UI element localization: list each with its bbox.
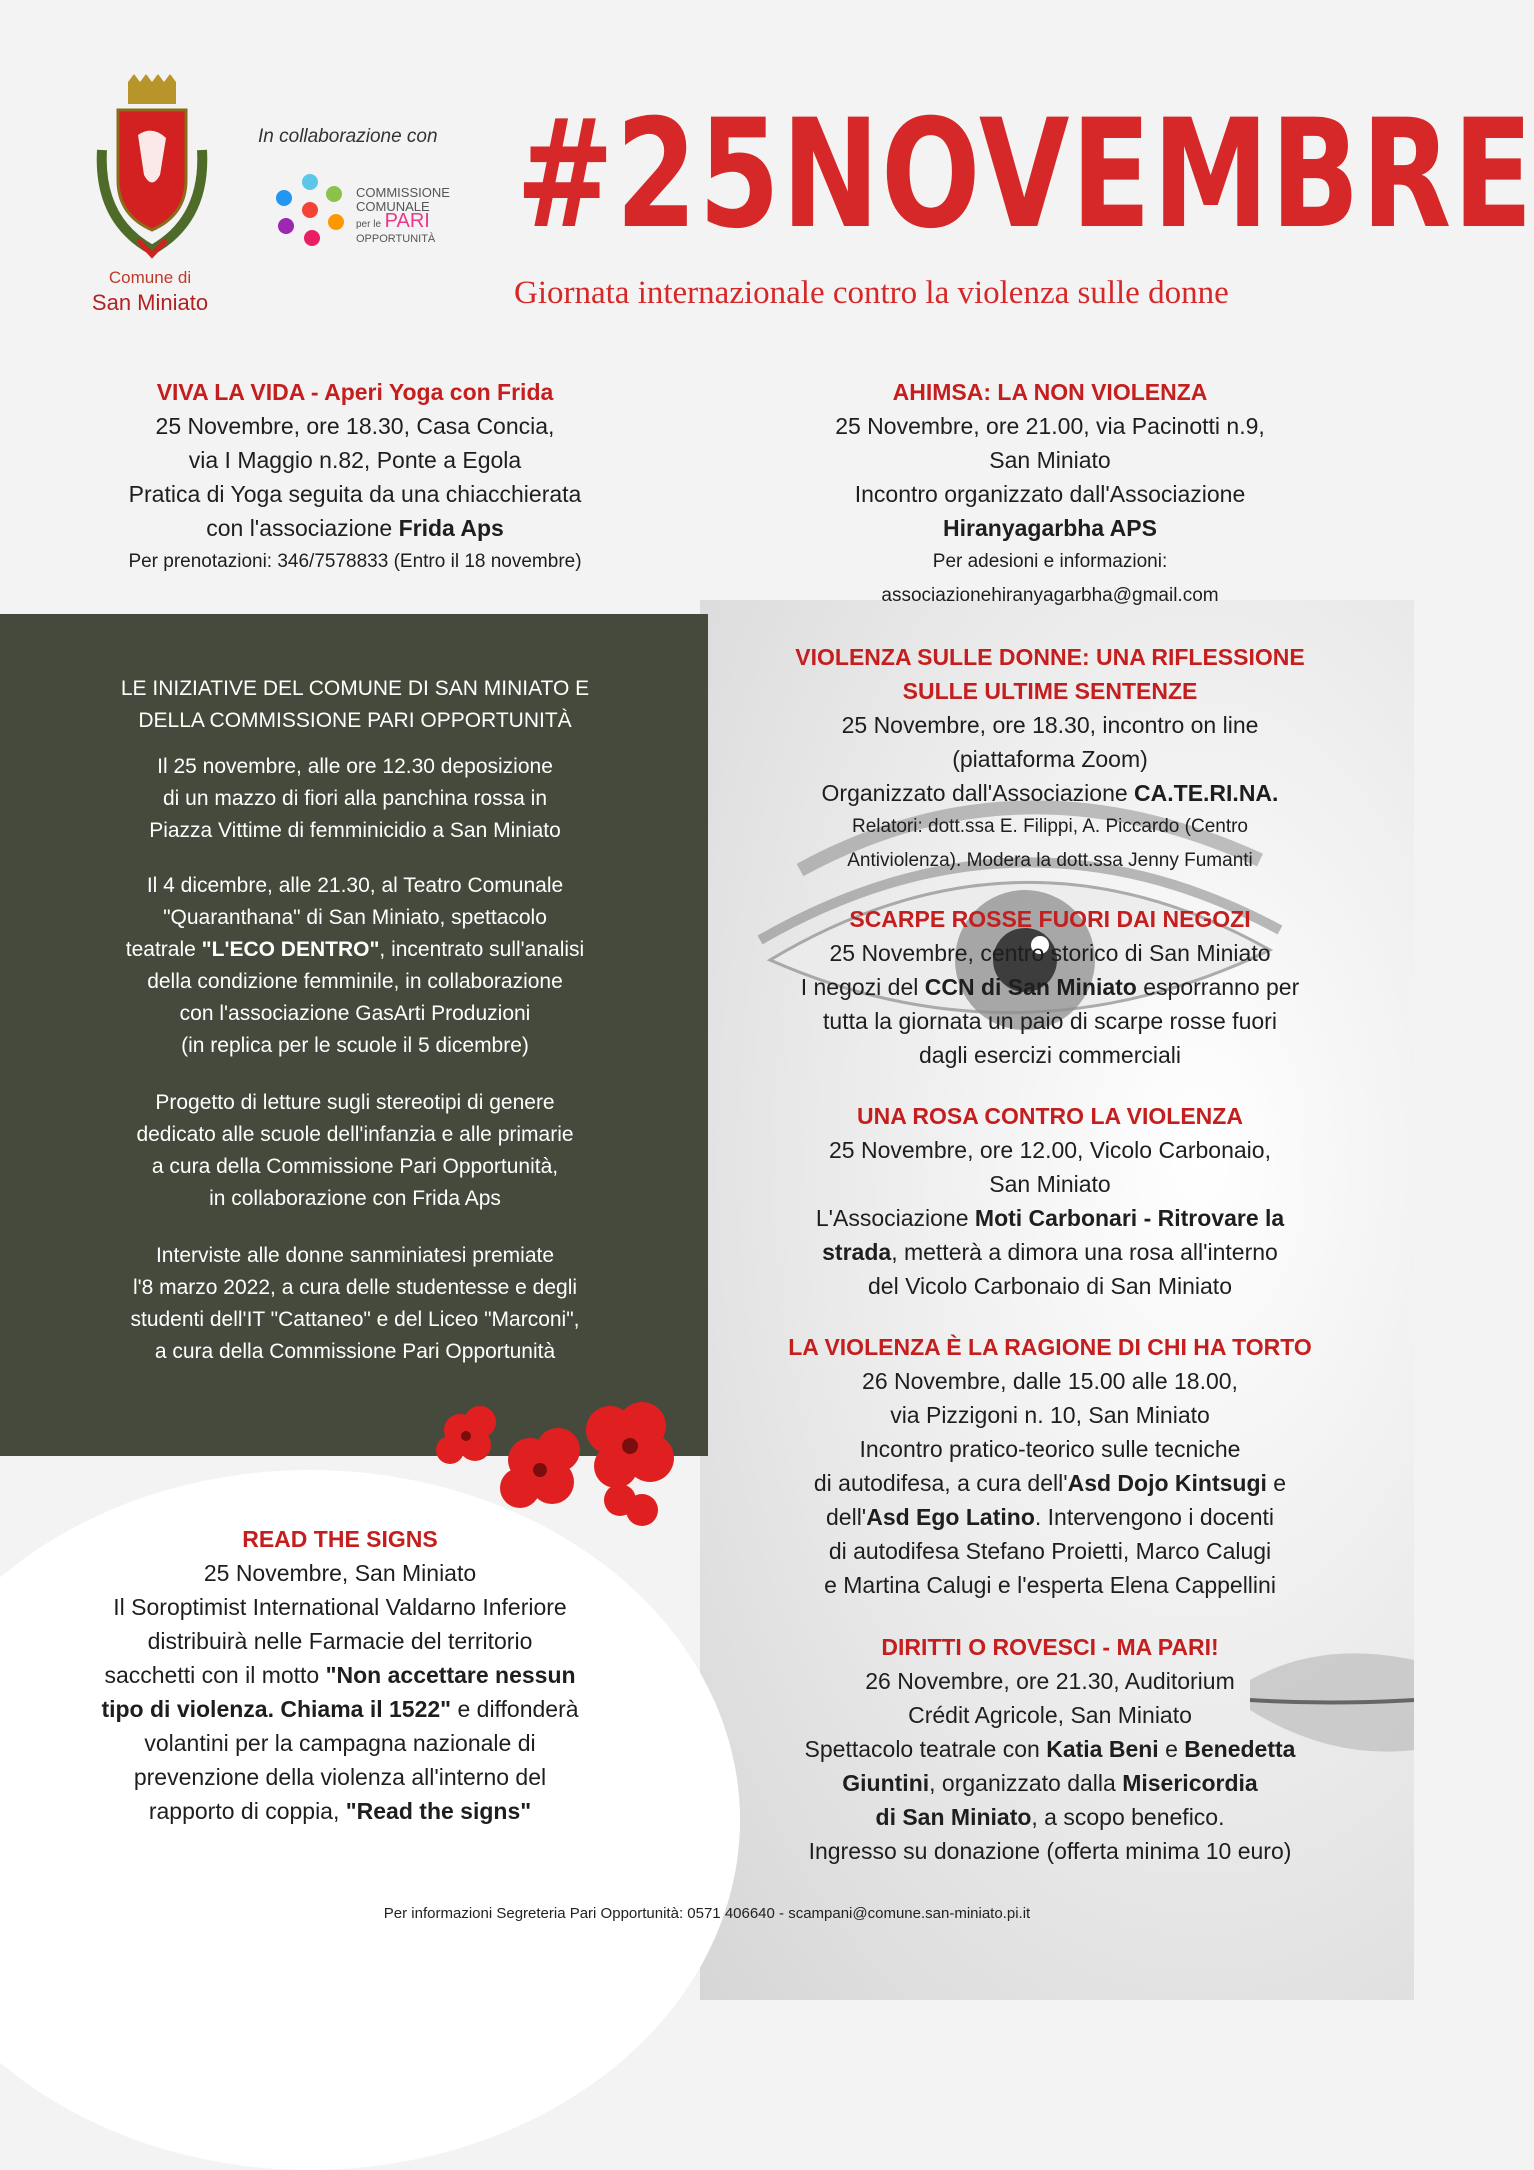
footer-info: Per informazioni Segreteria Pari Opportunità: 0571 406640 - scampani@comune.san-miniato.pi.it [383, 1905, 1031, 1922]
comune-di-label: Comune di [108, 268, 192, 287]
cpo-logo-icon [270, 170, 350, 250]
initiative-interviews: Interviste alle donne sanminiatesi premiate l'8 marzo 2022, a cura delle studentesse e degli studenti dell'IT "Cattaneo" e del Liceo "Marconi", a cura della Commissione Pari Opportunità [130, 1244, 580, 1363]
initiative-theatre: Il 4 dicembre, alle 21.30, al Teatro Comunale "Quaranthana" di San Miniato, spettacolo teatrale "L'ECO DENTRO", incentrato sull'analisi della condizione femminile, in collaborazione con l'associazione GasArti Produzioni (in replica per le scuole il 5 dicembre) [125, 874, 585, 1057]
event-rosa: UNA ROSA CONTRO LA VIOLENZA 25 Novembre, ore 12.00, Vicolo Carbonaio, San Miniato L'Associazione Moti Carbonari - Ritrovare la strada, metterà a dimora una rosa all'interno del Vicolo Carbonaio di San Miniato [815, 1103, 1285, 1299]
event-diritti-rovesci: DIRITTI O ROVESCI - MA PARI! 26 Novembre, ore 21.30, Auditorium Crédit Agricole, San Miniato Spettacolo teatrale con Katia Beni e Benedetta Giuntini, organizzato dalla Misericordia di San Miniato, a scopo benefico. Ingresso su donazione (offerta minima 10 euro) [804, 1634, 1296, 1864]
event-read-the-signs: READ THE SIGNS 25 Novembre, San Miniato Il Soroptimist International Valdarno Inferiore distribuirà nelle Farmacie del territorio sacchetti con il motto "Non accettare nessun tipo di violenza. Chiama il 1522" e diffonderà volantini per la campagna nazionale di prevenzione della violenza all'interno del rapporto di coppia, "Read the signs" [101, 1526, 579, 1824]
comune-name: San Miniato [91, 290, 209, 315]
initiatives-heading: LE INIZIATIVE DEL COMUNE DI SAN MINIATO E DELLA COMMISSIONE PARI OPPORTUNITÀ [120, 677, 590, 732]
event-ragione-torto: LA VIOLENZA È LA RAGIONE DI CHI HA TORTO 26 Novembre, dalle 15.00 alle 18.00, via Pizzigoni n. 10, San Miniato Incontro pratico-teorico sulle tecniche di autodifesa, a cura dell'Asd Dojo Kintsugi e dell'Asd Ego Latino. Intervengono i docenti di autodifesa Stefano Proietti, Marco Calugi e Martina Calugi e l'esperta Elena Cappellini [788, 1334, 1312, 1598]
event-scarpe-rosse: SCARPE ROSSE FUORI DAI NEGOZI 25 Novembre, centro storico di San Miniato I negozi del CCN di San Miniato esporranno per tutta la giornata un paio di scarpe rosse fuori dagli esercizi commerciali [800, 906, 1300, 1068]
flower-icon [420, 1400, 700, 1540]
event-violenza-sentenze: VIOLENZA SULLE DONNE: UNA RIFLESSIONE SULLE ULTIME SENTENZE 25 Novembre, ore 18.30, incontro on line (piattaforma Zoom) Organizzato dall'Associazione CA.TE.RI.NA. Relatori: dott.ssa E. Filippi, A. Piccardo (Centro Antiviolenza). Modera la dott.ssa Jenny Fumanti [795, 644, 1305, 871]
collab-label: In collaborazione con [258, 126, 438, 147]
hashtag-title: #25NOVEMBRE [516, 88, 1534, 262]
event-viva-la-vida: VIVA LA VIDA - Aperi Yoga con Frida 25 Novembre, ore 18.30, Casa Concia, via I Maggio n.82, Ponte a Egola Pratica di Yoga seguita da una chiacchierata con l'associazione Frida Aps Per prenotazioni: 346/7578833 (Entro il 18 novembre) [128, 379, 582, 572]
initiative-flowers: Il 25 novembre, alle ore 12.30 deposizione di un mazzo di fiori alla panchina rossa in Piazza Vittime di femminicidio a San Miniato [149, 755, 561, 842]
event-ahimsa: AHIMSA: LA NON VIOLENZA 25 Novembre, ore 21.00, via Pacinotti n.9, San Miniato Incontro organizzato dall'Associazione Hiranyagarbha APS Per adesioni e informazioni: associazionehiranyagarbha@gmail.com [835, 379, 1265, 606]
initiative-readings: Progetto di letture sugli stereotipi di genere dedicato alle scuole dell'infanzia e alle primarie a cura della Commissione Pari Opportunità, in collaborazione con Frida Aps [136, 1091, 574, 1210]
crest-icon [88, 80, 216, 260]
subtitle: Giornata internazionale contro la violenza sulle donne [514, 275, 1229, 311]
cpo-text: COMMISSIONE COMUNALE per le PARI OPPORTUNITÀ [356, 185, 450, 245]
